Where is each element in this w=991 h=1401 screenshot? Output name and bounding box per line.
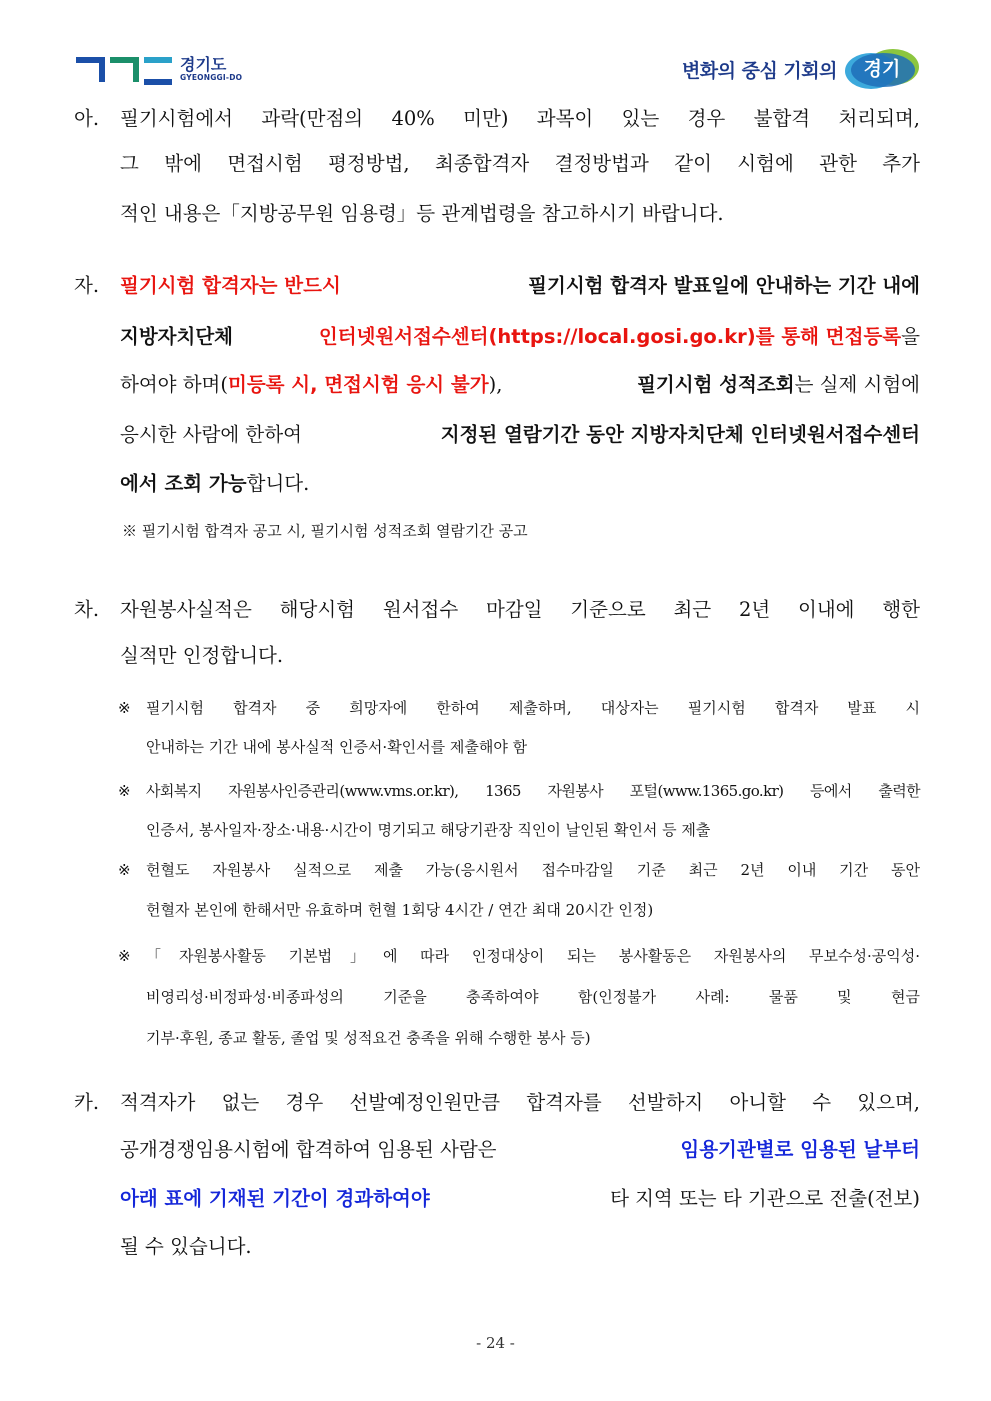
section-b-line-3-mid: ), bbox=[488, 373, 503, 396]
section-c-note-1-line-1: 필기시험 합격자 중 희망자에 한하여 제출하며, 대상자는 필기시험 합격자 발표 시 bbox=[146, 699, 920, 717]
section-d-line-2 bbox=[120, 1135, 920, 1165]
section-b-line-3 bbox=[120, 370, 920, 400]
logo-sub: GYEONGGI-DO bbox=[180, 73, 243, 82]
section-c-note-4-line-1: 「자원봉사활동 기본법」에 따라 인정대상이 되는 봉사활동은 자원봉사의 무보수성·공익성· bbox=[146, 947, 920, 965]
section-c-line-1: 자원봉사실적은 해당시험 원서접수 마감일 기준으로 최근 2년 이내에 행한 bbox=[120, 598, 920, 621]
section-b-line-1-red: 필기시험 합격자는 반드시 bbox=[120, 274, 341, 297]
section-c-marker: 차. bbox=[74, 598, 100, 621]
section-b-line-3-bold: 필기시험 성적조회 bbox=[637, 373, 795, 396]
section-b-line-3-head: 하여야 하며( bbox=[120, 373, 228, 396]
section-d-line-2-blue: 임용기관별로 임용된 날부터 bbox=[680, 1138, 920, 1161]
section-b-line-3-tail: 는 실제 시험에 bbox=[794, 373, 920, 396]
slogan-badge bbox=[843, 47, 921, 91]
section-c-note-3-line-1: 헌혈도 자원봉사 실적으로 제출 가능(응시원서 접수마감일 기준 최근 2년 이내 기간 동안 bbox=[146, 861, 920, 879]
section-c-note-1-mark: ※ bbox=[118, 699, 131, 717]
gyeonggi-logo bbox=[74, 50, 244, 92]
section-c-line-2: 실적만 인정합니다. bbox=[120, 644, 284, 667]
section-d-line-3-blue: 아래 표에 기재된 기간이 경과하여야 bbox=[120, 1187, 430, 1210]
section-c-note-2-line-2: 인증서, 봉사일자·장소·내용·시간이 명기되고 해당기관장 직인이 날인된 확인서 등 제출 bbox=[146, 821, 711, 839]
section-d-line-1: 적격자가 없는 경우 선발예정인원만큼 합격자를 선발하지 아니할 수 있으며, bbox=[120, 1091, 920, 1114]
section-c-note-1-line-2: 안내하는 기간 내에 봉사실적 인증서·확인서를 제출해야 함 bbox=[146, 738, 528, 756]
slogan bbox=[682, 46, 921, 92]
section-c-note-2-mark: ※ bbox=[118, 782, 131, 800]
slogan-text: 변화의 중심 기회의 bbox=[681, 59, 837, 82]
section-b-line-4-head: 응시한 사람에 한하여 bbox=[120, 423, 302, 446]
section-b-line-3-red: 미등록 시, 면접시험 응시 불가 bbox=[228, 373, 489, 396]
section-b-line-1-bold: 필기시험 합격자 발표일에 안내하는 기간 내에 bbox=[528, 274, 920, 297]
section-d-line-4: 될 수 있습니다. bbox=[120, 1235, 252, 1258]
page-number: - 24 - bbox=[476, 1334, 515, 1352]
section-b-line-2 bbox=[120, 322, 920, 352]
section-d-marker: 카. bbox=[74, 1091, 100, 1114]
section-b-line-4-bold: 지정된 열람기간 동안 지방자치단체 인터넷원서접수센터 bbox=[440, 423, 920, 446]
section-b-line-1 bbox=[120, 271, 920, 301]
section-c-note-4-mark: ※ bbox=[118, 947, 131, 965]
section-c-note-2-line-1: 사회복지 자원봉사인증관리(www.vms.or.kr), 1365 자원봉사 포털(www.1365.go.kr) 등에서 출력한 bbox=[146, 782, 920, 800]
section-c-note-3-mark: ※ bbox=[118, 861, 131, 879]
section-b-note: ※ 필기시험 합격자 공고 시, 필기시험 성적조회 열람기간 공고 bbox=[122, 522, 528, 540]
section-b-line-5-bold: 에서 조회 가능 bbox=[120, 472, 247, 495]
section-b-line-2-red: 인터넷원서접수센터(https://local.gosi.go.kr)를 통해 면접등록 bbox=[318, 325, 902, 348]
section-c-note-3-line-2: 헌혈자 본인에 한해서만 유효하며 헌혈 1회당 4시간 / 연간 최대 20시간 인정) bbox=[146, 901, 654, 919]
section-b-line-2-bold: 지방자치단체 bbox=[120, 325, 234, 348]
slogan-badge-text: 경기 bbox=[863, 58, 901, 80]
section-d-line-2-head: 공개경쟁임용시험에 합격하여 임용된 사람은 bbox=[120, 1138, 497, 1161]
section-b-line-5 bbox=[120, 469, 309, 499]
section-b-line-5-tail: 합니다. bbox=[246, 472, 310, 495]
section-c-note-4-line-2: 비영리성·비정파성·비종파성의 기준을 충족하여야 함(인정불가 사례: 물품 및 현금 bbox=[146, 988, 920, 1006]
section-c-note-4-line-3: 기부·후원, 종교 활동, 졸업 및 성적요건 충족을 위해 수행한 봉사 등) bbox=[146, 1029, 591, 1047]
section-b-line-4 bbox=[120, 420, 920, 450]
section-a-line-1: 필기시험에서 과락(만점의 40% 미만) 과목이 있는 경우 불합격 처리되며, bbox=[120, 107, 920, 130]
section-d-line-3 bbox=[120, 1184, 920, 1214]
section-a-marker: 아. bbox=[74, 107, 100, 130]
section-a-line-2: 그 밖에 면접시험 평정방법, 최종합격자 결정방법과 같이 시험에 관한 추가 bbox=[120, 152, 920, 175]
section-b-marker: 자. bbox=[74, 274, 100, 297]
section-b-line-2-tail: 을 bbox=[901, 325, 920, 348]
logo-name: 경기도 bbox=[180, 55, 227, 74]
section-d-line-3-tail: 타 지역 또는 타 기관으로 전출(전보) bbox=[610, 1187, 920, 1210]
section-a-line-3: 적인 내용은「지방공무원 임용령」등 관계법령을 참고하시기 바랍니다. bbox=[120, 202, 724, 225]
gyeonggi-logo-mark-icon bbox=[74, 56, 174, 86]
